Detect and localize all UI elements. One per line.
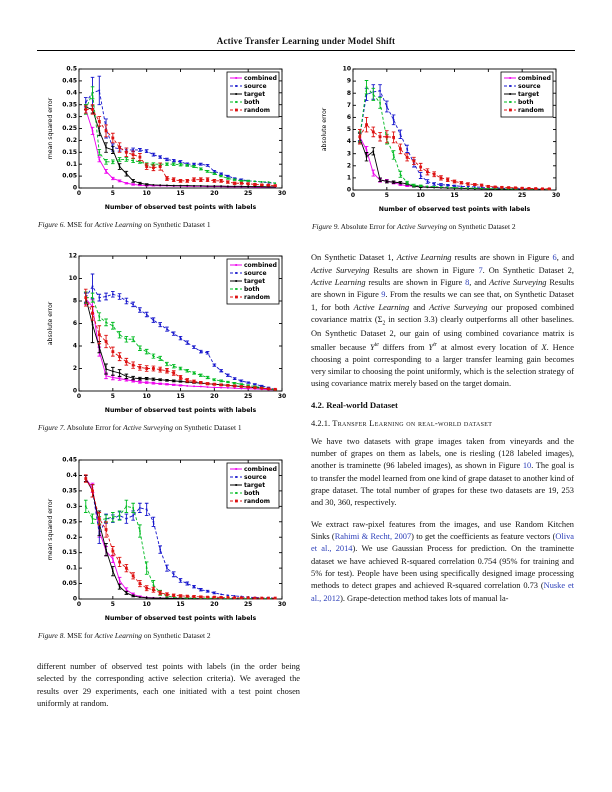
citation-link[interactable]: Rahimi & Recht, 2007 bbox=[334, 532, 412, 542]
left-paragraph bbox=[37, 661, 300, 710]
text-segment: on Synthetic Dataset 2 bbox=[447, 222, 516, 231]
text-segment: . From the results we can see that, on Synthetic Dataset 1, for both bbox=[311, 290, 574, 312]
figure-9 bbox=[311, 63, 574, 232]
text-segment: MSE for bbox=[65, 630, 95, 640]
figure7-caption bbox=[37, 423, 300, 433]
citation-link[interactable]: 9 bbox=[381, 290, 386, 300]
text-segment: and bbox=[409, 302, 430, 312]
text-segment: results are shown in Figure bbox=[451, 253, 553, 263]
citation-link[interactable]: 10 bbox=[522, 461, 532, 471]
text-segment: Active Learning bbox=[311, 278, 366, 288]
figure-8 bbox=[37, 454, 300, 641]
text-segment: at almost every location of bbox=[437, 342, 542, 352]
text-segment: We extract raw-pixel features from the images, and use Random Kitchen Sinks ( bbox=[311, 519, 574, 542]
text-segment: Active Surveying bbox=[489, 278, 547, 288]
text-segment: Transfer Learning on real-world dataset bbox=[332, 417, 493, 428]
text-segment: Figure 8. bbox=[38, 630, 66, 640]
results-paragraph bbox=[311, 252, 574, 390]
figure6-caption bbox=[37, 220, 300, 230]
text-segment: on Synthetic Dataset 1 bbox=[142, 220, 211, 229]
left-column bbox=[37, 63, 300, 719]
figure9-caption bbox=[311, 222, 574, 232]
text-segment: Active Learning bbox=[94, 630, 143, 640]
text-segment: Absolute Error for bbox=[65, 423, 124, 433]
figure-6 bbox=[37, 63, 300, 230]
figure-7 bbox=[37, 250, 300, 433]
text-segment: differs from bbox=[378, 342, 429, 352]
text-segment: te bbox=[374, 341, 379, 348]
text-segment: Figure 9. bbox=[312, 222, 340, 231]
citation-link[interactable]: Oliva et al., 2014 bbox=[311, 532, 574, 554]
text-segment: X bbox=[541, 342, 547, 352]
text-segment: On Synthetic Dataset 1, bbox=[311, 253, 397, 263]
text-segment: Y bbox=[370, 342, 375, 352]
text-segment: Active Surveying bbox=[123, 423, 173, 433]
text-segment: on Synthetic Dataset 2 bbox=[142, 630, 211, 640]
citation-link[interactable]: 8 bbox=[465, 278, 470, 288]
text-segment: Active Learning bbox=[353, 302, 410, 312]
subsection-heading-4-2-1 bbox=[311, 418, 574, 428]
text-segment: Active Learning bbox=[396, 253, 452, 263]
citation-link[interactable]: 6 bbox=[552, 253, 557, 263]
text-segment: We have two datasets with grape images taken from vineyards and the number of grapes on them as labels, one is riesling (128 labeled images), another is traminette (96 labeled images), as shown in Figure bbox=[311, 436, 574, 471]
text-segment: Y bbox=[428, 342, 434, 352]
text-segment: different number of observed test points with labels (in the order being selected by the corresponding active selection criteria). We averaged the results over 29 experiments, each one initiated with a test point chosen uniformly at random. bbox=[37, 662, 300, 709]
text-segment: , and bbox=[556, 253, 575, 263]
two-column-layout bbox=[37, 63, 575, 719]
text-segment: , and bbox=[469, 278, 490, 288]
section-heading-4-2: 4.2. Real-world Dataset bbox=[311, 399, 398, 410]
text-segment: Results are shown in Figure bbox=[311, 278, 574, 300]
text-segment: . On Synthetic Dataset 2, bbox=[482, 265, 574, 275]
features-paragraph bbox=[311, 519, 574, 605]
figure7-chart bbox=[45, 250, 291, 416]
figure6-chart bbox=[45, 63, 291, 213]
text-segment: Absolute Error for bbox=[339, 222, 398, 231]
text-segment: ) to get the coefficients as feature vectors ( bbox=[411, 532, 556, 542]
grape-datasets-paragraph bbox=[311, 436, 574, 510]
text-segment: tr bbox=[433, 341, 438, 348]
citation-link[interactable]: 7 bbox=[478, 265, 483, 275]
right-column bbox=[311, 63, 574, 719]
text-segment: 2 bbox=[382, 320, 386, 327]
text-segment: Active Learning bbox=[94, 220, 143, 229]
text-segment: Active Surveying bbox=[311, 265, 370, 275]
text-segment: MSE for bbox=[65, 220, 95, 229]
text-segment: Active Surveying bbox=[429, 302, 488, 312]
text-segment: in section 3.3) clearly outperforms all other baselines. On Synthetic Dataset 2, our gain of using combined covariance matrix is smaller because bbox=[311, 315, 574, 352]
page-title: Active Transfer Learning under Model Shift bbox=[37, 36, 575, 51]
figure8-chart bbox=[45, 454, 291, 624]
text-segment: ). We use Gaussian Process for prediction. On the traminette dataset we have achieved R-squared correlation 0.754 (95% for training and 5% for test). People have been using specifically designed image processing methods to detect grapes and achieved R-squared correlation 0.73 ( bbox=[311, 544, 574, 591]
figure8-caption bbox=[37, 631, 300, 641]
text-segment: Figure 7. bbox=[38, 423, 66, 433]
figure9-chart bbox=[319, 63, 565, 215]
text-segment: 4.2.1. bbox=[311, 417, 333, 428]
text-segment: ). Grape-detection method takes lots of manual la- bbox=[340, 593, 509, 603]
text-segment: on Synthetic Dataset 1 bbox=[173, 423, 242, 433]
text-segment: . The goal is to transfer the model learned from one kind of grape dataset to another kind of grape dataset. The total number of grapes for these two datasets are 19, 253 and 30, 360, respectively. bbox=[311, 461, 575, 508]
text-segment: our proposed combined covariance matrix (Σ bbox=[311, 302, 574, 325]
citation-link[interactable]: Nuske et al., 2012 bbox=[311, 581, 574, 603]
text-segment: Figure 6. bbox=[38, 220, 66, 229]
text-segment: Active Surveying bbox=[397, 222, 447, 231]
text-segment: . Hence choosing a point corresponding to a larger transfer learning gain becomes very similar to choosing the point uniformly, which is the selection strategy of using covariance matrix merely based on the target domain. bbox=[311, 342, 574, 389]
text-segment: Results are shown in Figure bbox=[369, 265, 479, 275]
text-segment: results are shown in Figure bbox=[365, 278, 466, 288]
